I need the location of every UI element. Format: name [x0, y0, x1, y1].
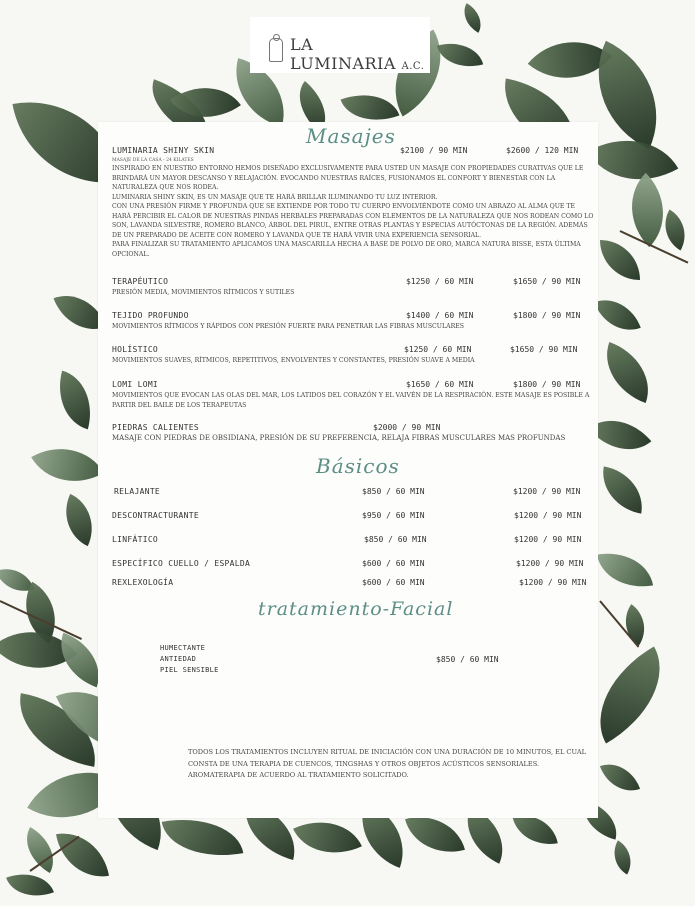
footer-note: TODOS LOS TRATAMIENTOS INCLUYEN RITUAL DE INICIACIÓN CON UNA DURACIÓN DE 10 MINUTOS, EL CUAL CONSTA DE UNA TERAPIA DE CUENCOS, TINGSHAS Y OTROS OBJETOS ACÚSTICOS SENSORIALES. AROMATERAPIA DE ACUERDO AL TRATAMIENTO SOLICITADO.: [188, 748, 586, 779]
service-name: HOLÍSTICO: [112, 345, 159, 354]
service-price: $1800 / 90 MIN: [513, 380, 581, 389]
service-price: $850 / 60 MIN: [362, 487, 425, 496]
service-price: $600 / 60 MIN: [362, 559, 425, 568]
lantern-icon: [269, 38, 283, 62]
service-name: DESCONTRACTURANTE: [112, 511, 199, 520]
service-description: MOVIMIENTOS QUE EVOCAN LAS OLAS DEL MAR, LOS LATIDOS DEL CORAZÓN Y EL VAIVÉN DE LA RESPIRACIÓN. ESTE MASAJE ES POSIBLE A PARTIR DEL BAILE DE LOS TERAPEUTAS: [112, 392, 590, 409]
facial-price: $850 / 60 MIN: [436, 655, 499, 664]
service-description: MOVIMIENTOS RÍTMICOS Y RÁPIDOS CON PRESIÓN FUERTE PARA PENETRAR LAS FIBRAS MUSCULARES: [112, 323, 465, 330]
service-price: $1650 / 90 MIN: [513, 277, 581, 286]
brand-logo: [250, 17, 430, 73]
brand-line1: LA: [290, 35, 314, 54]
service-name: REXLEXOLOGÍA: [112, 578, 174, 587]
service-price: $1800 / 90 MIN: [513, 311, 581, 320]
service-name: LOMI LOMI: [112, 380, 159, 389]
service-name: LINFÁTICO: [112, 535, 159, 544]
brand-line2: LUMINARIA A.C.: [290, 54, 425, 73]
service-price: $1200 / 90 MIN: [514, 511, 582, 520]
service-price: $2600 / 120 MIN: [506, 146, 579, 155]
service-price: $950 / 60 MIN: [362, 511, 425, 520]
service-price: $1250 / 60 MIN: [404, 345, 472, 354]
service-price: $850 / 60 MIN: [364, 535, 427, 544]
service-price: $2000 / 90 MIN: [373, 423, 441, 432]
service-price: $1200 / 90 MIN: [513, 487, 581, 496]
service-price: $1200 / 90 MIN: [516, 559, 584, 568]
service-price: $1200 / 90 MIN: [514, 535, 582, 544]
facial-item: ANTIEDAD: [160, 655, 197, 663]
service-subtitle: MASAJE DE LA CASA - 24 KILATES: [112, 158, 194, 163]
service-description: MASAJE CON PIEDRAS DE OBSIDIANA, PRESIÓN DE SU PREFERENCIA, RELAJA FIBRAS MUSCULARES MAS PROFUNDAS: [112, 434, 566, 442]
service-price: $1200 / 90 MIN: [519, 578, 587, 587]
facial-item: HUMECTANTE: [160, 644, 206, 652]
section-title-basics: Básicos: [316, 454, 400, 478]
service-name: TEJIDO PROFUNDO: [112, 311, 189, 320]
service-name: TERAPÉUTICO: [112, 277, 169, 286]
service-name: LUMINARIA SHINY SKIN: [112, 146, 215, 155]
service-price: $1400 / 60 MIN: [406, 311, 474, 320]
service-description: INSPIRADO EN NUESTRO ENTORNO HEMOS DISEÑADO EXCLUSIVAMENTE PARA USTED UN MASAJE CON PROPIEDADES CURATIVAS QUE LE BRINDARÁ UN MAYOR DESCANSO Y RELAJACIÓN. EVOCANDO NUESTRAS RAÍCES, FUSIONAMOS EL CONFORT Y BIENESTAR CON LA NATURALEZA QUE NOS RODEA. LUMINARIA SHINY SKIN, ES UN MASAJE QUE TE HARÁ BRILLAR ILUMINANDO TU LUZ INTERIOR. CON UNA PRESIÓN FIRME Y PROFUNDA QUE SE EXTIENDE POR TODO TU CUERPO ENVOLVIÉNDOTE COMO UN ABRAZO AL ALMA QUE TE HARÁ PERCIBIR EL CALOR DE NUESTRAS PINDAS HERBALES PREPARADAS CON ELEMENTOS DE LA NATURALEZA QUE NOS RODEAN COMO LO SON, LAVANDA SILVESTRE, ROMERO BLANCO, ÁRBOL DEL PIRUL, ENTRE OTRAS PLANTAS Y ESPECIAS AUTÓCTONAS DE LA REGIÓN. ADEMÁS DE UN PREPARADO DE ACEITE CON ROMERO Y LAVANDA QUE TE HARÁ VIVIR UNA EXPERIENCIA SENSORIAL. PARA FINALIZAR SU TRATAMIENTO APLICAMOS UNA MASCARILLA HECHA A BASE DE POLVO DE ORO, MARCA NATURA BISSE, ESTA ÚLTIMA OPCIONAL.: [112, 165, 594, 258]
service-description: PRESIÓN MEDIA, MOVIMIENTOS RÍTMICOS Y SUTILES: [112, 289, 295, 296]
facial-item: PIEL SENSIBLE: [160, 666, 219, 674]
service-price: $2100 / 90 MIN: [400, 146, 468, 155]
section-title-facial: tratamiento-Facial: [258, 598, 454, 620]
menu-card: [98, 122, 598, 818]
service-price: $1650 / 90 MIN: [510, 345, 578, 354]
service-price: $600 / 60 MIN: [362, 578, 425, 587]
section-title-massages: Masajes: [306, 124, 396, 148]
service-price: $1650 / 60 MIN: [406, 380, 474, 389]
service-name: ESPECÍFICO CUELLO / ESPALDA: [112, 559, 251, 568]
service-price: $1250 / 60 MIN: [406, 277, 474, 286]
service-name: RELAJANTE: [114, 487, 161, 496]
service-name: PIEDRAS CALIENTES: [112, 423, 199, 432]
service-description: MOVIMIENTOS SUAVES, RÍTMICOS, REPETITIVOS, ENVOLVENTES Y CONSTANTES, PRESIÓN SUAVE A MEDIA: [112, 357, 475, 364]
